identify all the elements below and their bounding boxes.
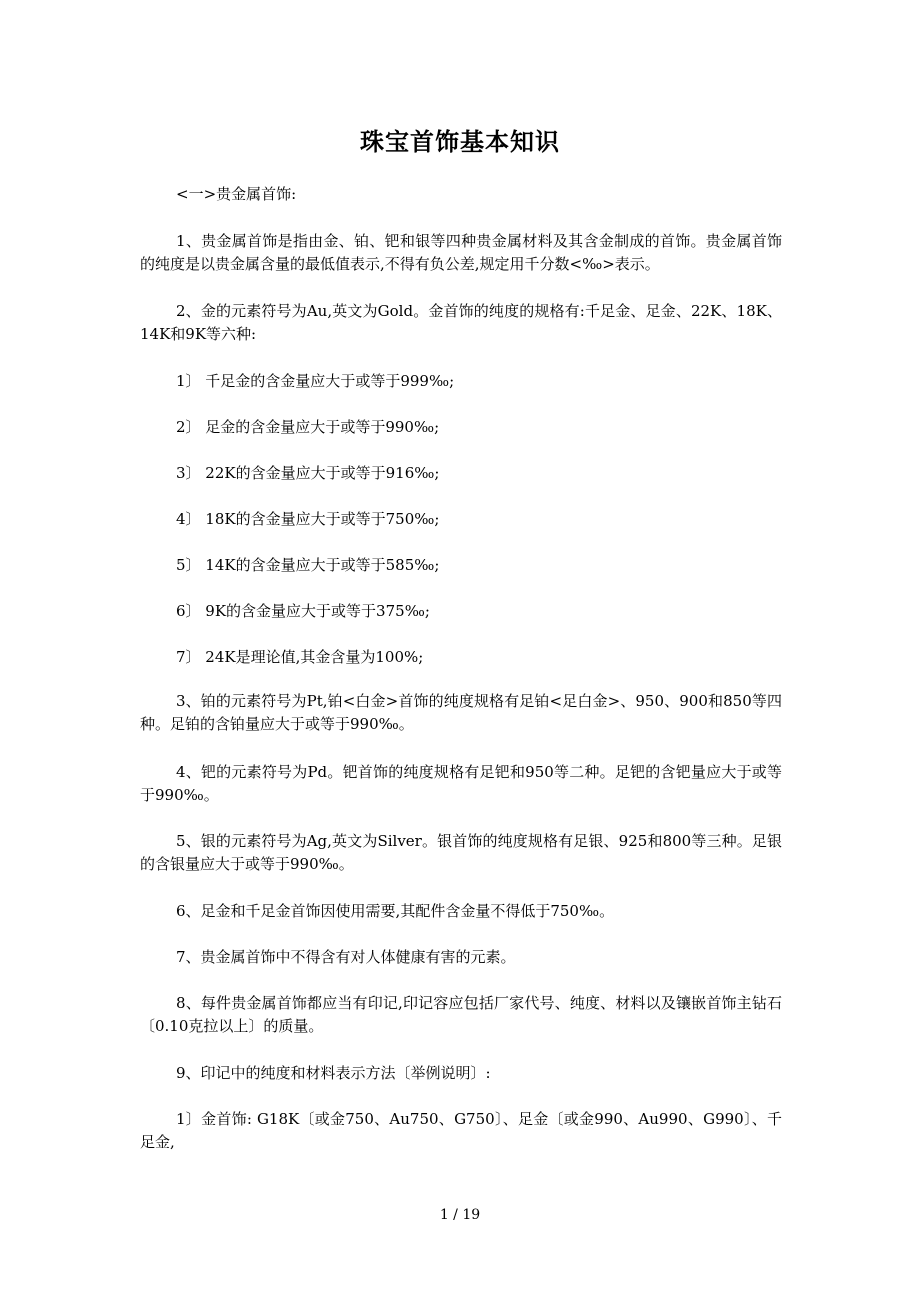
page-number: 1 / 19 <box>439 1207 481 1223</box>
paragraph-1: 1、贵金属首饰是指由金、铂、钯和银等四种贵金属材料及其含金制成的首饰。贵金属首饰的纯度是以贵金属含量的最低值表示,不得有负公差,规定用千分数<‰>表示。 <box>140 232 782 273</box>
paragraph-8: 8、每件贵金属首饰都应当有印记,印记容应包括厂家代号、纯度、材料以及镶嵌首饰主钻石〔0.10克拉以上〕的质量。 <box>140 994 782 1035</box>
paragraph-section-heading: <一>贵金属首饰: <box>176 185 297 203</box>
paragraph-7: 7、贵金属首饰中不得含有对人体健康有害的元素。 <box>176 948 516 966</box>
list-item-4: 4〕 18K的含金量应大于或等于750‰; <box>176 510 440 528</box>
paragraph-3: 3、铂的元素符号为Pt,铂<白金>首饰的纯度规格有足铂<足白金>、950、900和850等四种。足铂的含铂量应大于或等于990‰。 <box>140 692 782 733</box>
paragraph-9: 9、印记中的纯度和材料表示方法〔举例说明〕: <box>176 1064 491 1082</box>
list-item-1: 1〕 千足金的含金量应大于或等于999‰; <box>176 372 455 390</box>
list-item-6: 6〕 9K的含金量应大于或等于375‰; <box>176 602 430 620</box>
list-item-7: 7〕 24K是理论值,其金含量为100%; <box>176 648 424 666</box>
document-title: 珠宝首饰基本知识 <box>360 127 560 156</box>
paragraph-5: 5、银的元素符号为Ag,英文为Silver。银首饰的纯度规格有足银、925和800等三种。足银的含银量应大于或等于990‰。 <box>140 832 782 873</box>
paragraph-9-item-1: 1〕金首饰: G18K〔或金750、Au750、G750〕、足金〔或金990、Au990、G990〕、千足金, <box>140 1110 782 1151</box>
paragraph-2: 2、金的元素符号为Au,英文为Gold。金首饰的纯度的规格有:千足金、足金、22K、18K、14K和9K等六种: <box>140 302 782 343</box>
list-item-5: 5〕 14K的含金量应大于或等于585‰; <box>176 556 440 574</box>
paragraph-4: 4、钯的元素符号为Pd。钯首饰的纯度规格有足钯和950等二种。足钯的含钯量应大于或等于990‰。 <box>140 763 782 804</box>
paragraph-6: 6、足金和千足金首饰因使用需要,其配件含金量不得低于750‰。 <box>176 902 615 920</box>
list-item-2: 2〕 足金的含金量应大于或等于990‰; <box>176 418 440 436</box>
list-item-3: 3〕 22K的含金量应大于或等于916‰; <box>176 464 440 482</box>
